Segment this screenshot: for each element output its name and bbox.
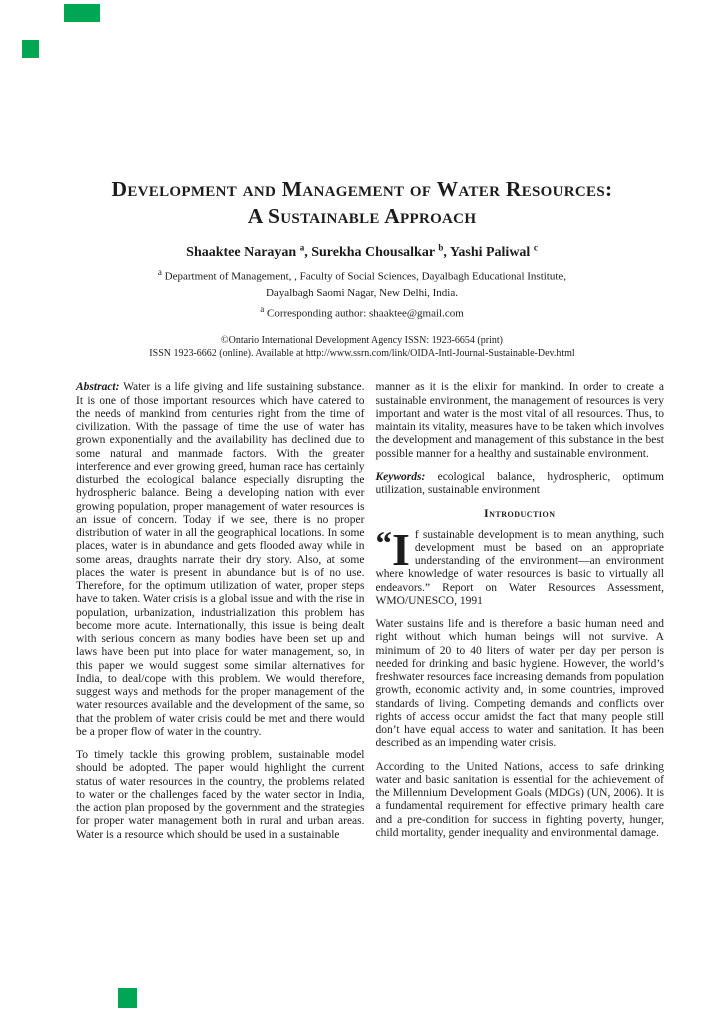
two-column-body (76, 381, 664, 852)
author-3-superscript: c (533, 242, 538, 252)
body-paragraph: Water sustains life and is therefore a basic human need and right without which human beings will not survive. A minimum of 20 to 40 liters of water per day per person is needed for drinking and basic hygiene. However, the world’s freshwater resources face increasing demands from population growth, economic activity and, in some countries, improved standards of living. Competing demands and conflicts over rights of access occur amidst the fact that many people still don’t have equal access to water and sanitation. It has been described as an impending water crisis. (375, 618, 664, 750)
intro-quote-paragraph: “ I f sustainable development is to mean anything, such development must be based on an appropriate understanding of the environment—an environment where knowledge of water resources is basic to virtually all endeavors.” Report on Water Resources Assessment, WMO/UNESCO, 1991 (375, 523, 664, 607)
publisher-block (0, 334, 724, 360)
introduction-heading: Introduction (483, 506, 556, 521)
right-column (376, 381, 665, 852)
keywords-paragraph: Keywords: ecological balance, hydrospheric, optimum utilization, sustainable environment (375, 470, 665, 497)
author-2-superscript: b (438, 242, 444, 252)
author-3: Yashi Paliwal $^c$ (449, 242, 538, 260)
author-2: Surekha Chousalkar $^b$, (311, 242, 450, 260)
abstract-paragraph: Abstract: Water is a life giving and life sustaining substance. It is one of those important resources which have catered to the needs of mankind from centuries right from the time of civilization. With the passage of time the use of water has grown exponentially and the availability has declined due to some natural and manmade factors. With the greater interference and ever growing greed, human race has certainly disturbed the ecological balance especially disrupting the hydrospheric balance. Being a developing nation with ever growing population, proper management of water resources is an issue of concern. Today if we see, there is no proper distribution of water in all the geographical locations. In some places, water is in abundance and gets flooded away while in some areas, draughts narrate their dry story. Also, at some places the water is present in abundance but is of no use. Therefore, for the optimum utilization of water, proper steps have to taken. Water crisis is a global issue and with the rise in population, urbanization, industrialization this problem has become more acute. Internationally, this issue is being dealt with serious concern as many bodies have been set up and laws have been put into place for water management, so, in this paper we would suggest some similar alternatives for India, to deal/cope with this problem. We would therefore, suggest ways and methods for the proper management of the water resources available and the development of the same, so that the problem of water crisis could be met and there would be a proper flow of water in the country. (76, 381, 365, 738)
affiliation-line-1: $^a$ Department of Management, , Faculty of Social Sciences, Dayalbagh Educational Institute, (157, 266, 567, 283)
left-column (76, 381, 365, 852)
opening-quote-glyph: “ (375, 525, 390, 562)
paper-title (40, 176, 684, 230)
publisher-line-1: ©Ontario International Development Agency ISSN: 1923-6654 (print) (221, 335, 503, 347)
green-marker-left (22, 40, 39, 58)
affiliation-line-2: Dayalbagh Saomi Nagar, New Delhi, India. (265, 286, 458, 299)
paper-title-line-2: A Sustainable Approach (247, 204, 477, 228)
publisher-issn-url-line: ISSN 1923-6662 (online). Available at http://www.ssrn.com/link/OIDA-Intl-Journal-Sustainable-Dev.html (149, 348, 575, 360)
author-1-superscript: a (299, 242, 305, 252)
affiliation-superscript: a (157, 266, 162, 277)
body-paragraph: To timely tackle this growing problem, sustainable model should be adopted. The paper would highlight the current status of water resources in the country, the problems related to water or the challenges faced by the water sector in India, the action plan proposed by the government and the strategies for proper water management both in rural and urban areas. Water is a resource which should be used in a sustainable (76, 749, 365, 841)
authors-line (0, 242, 724, 261)
body-paragraph: manner as it is the elixir for mankind. In order to create a sustainable environment, the management of resources is very important and water is the most vital of all resources. Thus, to maintain its vitality, measures have to be taken which involves the development and management of this substance in the best possible manner for a healthy and sustainable environment. (375, 381, 664, 460)
author-1: Shaaktee Narayan $^a$, (186, 242, 312, 260)
dropcap-letter: I (392, 523, 410, 575)
paper-title-line-1: Development and Management of Water Resources: (111, 177, 613, 201)
corresponding-author-line: $^a$ Corresponding author: shaaktee@gmail.com (260, 304, 464, 320)
body-paragraph: According to the United Nations, access to safe drinking water and basic sanitation is essential for the achievement of the Millennium Development Goals (MDGs) (UN, 2006). It is a fundamental requirement for effective primary health care and a pre-condition for success in fighting poverty, hunger, child mortality, gender inequality and environmental damage. (375, 760, 664, 839)
keywords-label: Keywords: (375, 470, 426, 483)
abstract-label: Abstract: (76, 381, 120, 394)
corresponding-superscript: a (260, 304, 265, 315)
green-marker-bottom (118, 988, 137, 1008)
green-marker-top (64, 4, 100, 22)
paper-header (0, 176, 724, 360)
